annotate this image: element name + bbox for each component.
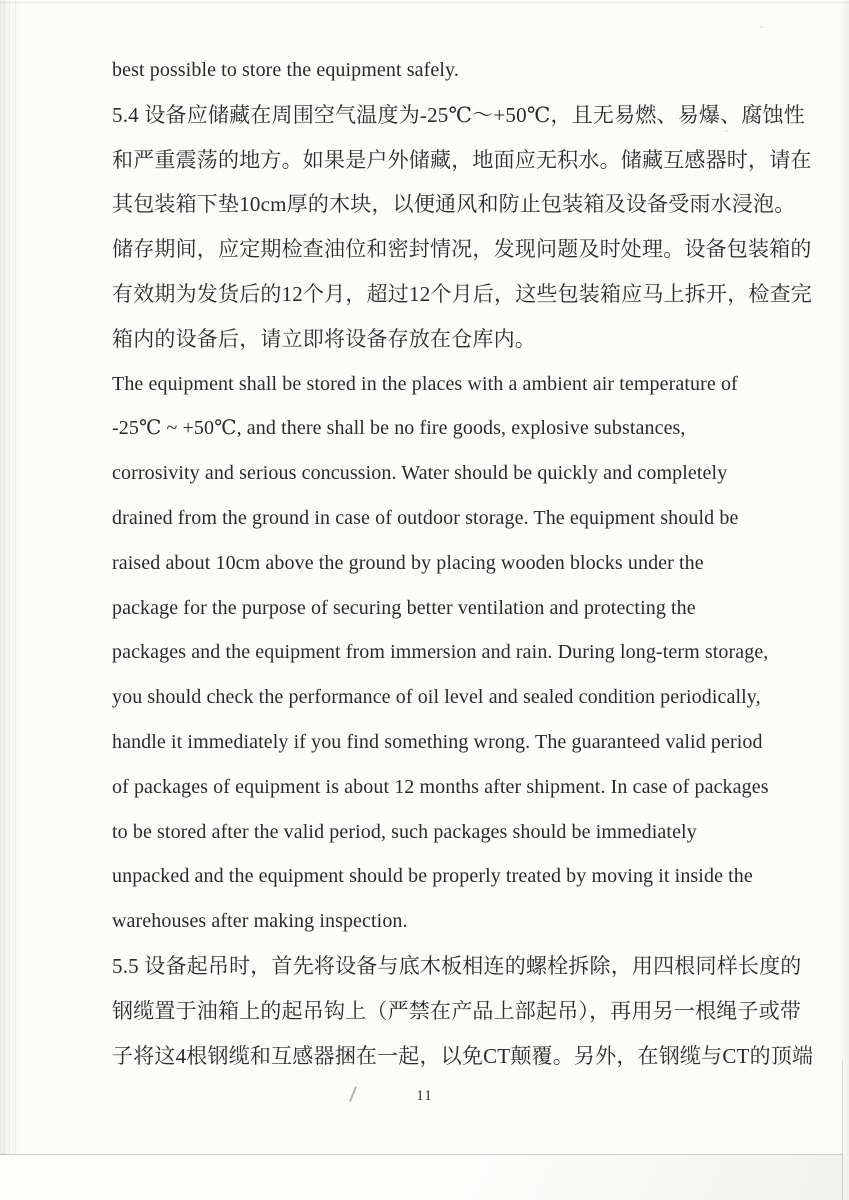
text-line: 其包装箱下垫10cm厚的木块，以便通风和防止包装箱及设备受雨水浸泡。 [112,192,796,217]
text-line: drained from the ground in case of outdoor storage. The equipment should be [112,506,739,529]
text-line: 有效期为发货后的12个月，超过12个月后，这些包装箱应马上拆开，检查完 [112,281,812,306]
text-line: warehouses after making inspection. [112,910,408,933]
text-line: corrosivity and serious concussion. Water should be quickly and completely [112,462,728,485]
scanner-background-strip [0,1155,849,1200]
text-line: to be stored after the valid period, such packages should be immediately [112,820,697,843]
text-line: you should check the performance of oil level and sealed condition periodically, [112,686,761,709]
section-5-4-heading-line: 5.4 设备应储藏在周围空气温度为-25℃～+50℃，且无易燃、易爆、腐蚀性 [112,102,805,127]
text-line: The equipment shall be stored in the places with a ambient air temperature of [112,372,738,395]
document-text-block [112,48,814,1078]
text-line: 和严重震荡的地方。如果是户外储藏，地面应无积水。储藏互感器时，请在 [112,147,812,172]
text-line: 子将这4根钢缆和互感器捆在一起，以免CT颠覆。另外，在钢缆与CT的顶端 [112,1043,814,1068]
text-line: -25℃ ~ +50℃, and there shall be no fire goods, explosive substances, [112,417,686,440]
scan-streak-line [15,0,16,1200]
scan-edge-right [839,0,849,1200]
text-line: handle it immediately if you find something wrong. The guaranteed valid period [112,730,763,753]
text-line: package for the purpose of securing better ventilation and protecting the [112,596,696,619]
scan-streak-line [4,0,5,1200]
text-line: packages and the equipment from immersion and rain. During long-term storage, [112,641,769,664]
text-line: raised about 10cm above the ground by placing wooden blocks under the [112,551,704,574]
scan-edge-top [0,2,849,3]
text-line: 钢缆置于油箱上的起吊钩上（严禁在产品上部起吊），再用另一根绳子或带 [112,998,802,1023]
text-line: unpacked and the equipment should be properly treated by moving it inside the [112,865,753,888]
scan-streak-line [9,0,10,1200]
paper-bottom-edge [0,1154,843,1155]
text-line: of packages of equipment is about 12 months after shipment. In case of packages [112,775,769,798]
page-number: 11 [416,1088,433,1104]
text-line: best possible to store the equipment safely. [112,59,459,81]
text-line: 箱内的设备后，请立即将设备存放在仓库内。 [112,326,536,351]
scan-artifact-speck [760,26,763,28]
text-line: 储存期间，应定期检查油位和密封情况，发现问题及时处理。设备包装箱的 [112,237,812,262]
paper-right-edge [842,1060,843,1200]
section-5-5-heading-line: 5.5 设备起吊时，首先将设备与底木板相连的螺栓拆除，用四根同样长度的 [112,953,802,978]
